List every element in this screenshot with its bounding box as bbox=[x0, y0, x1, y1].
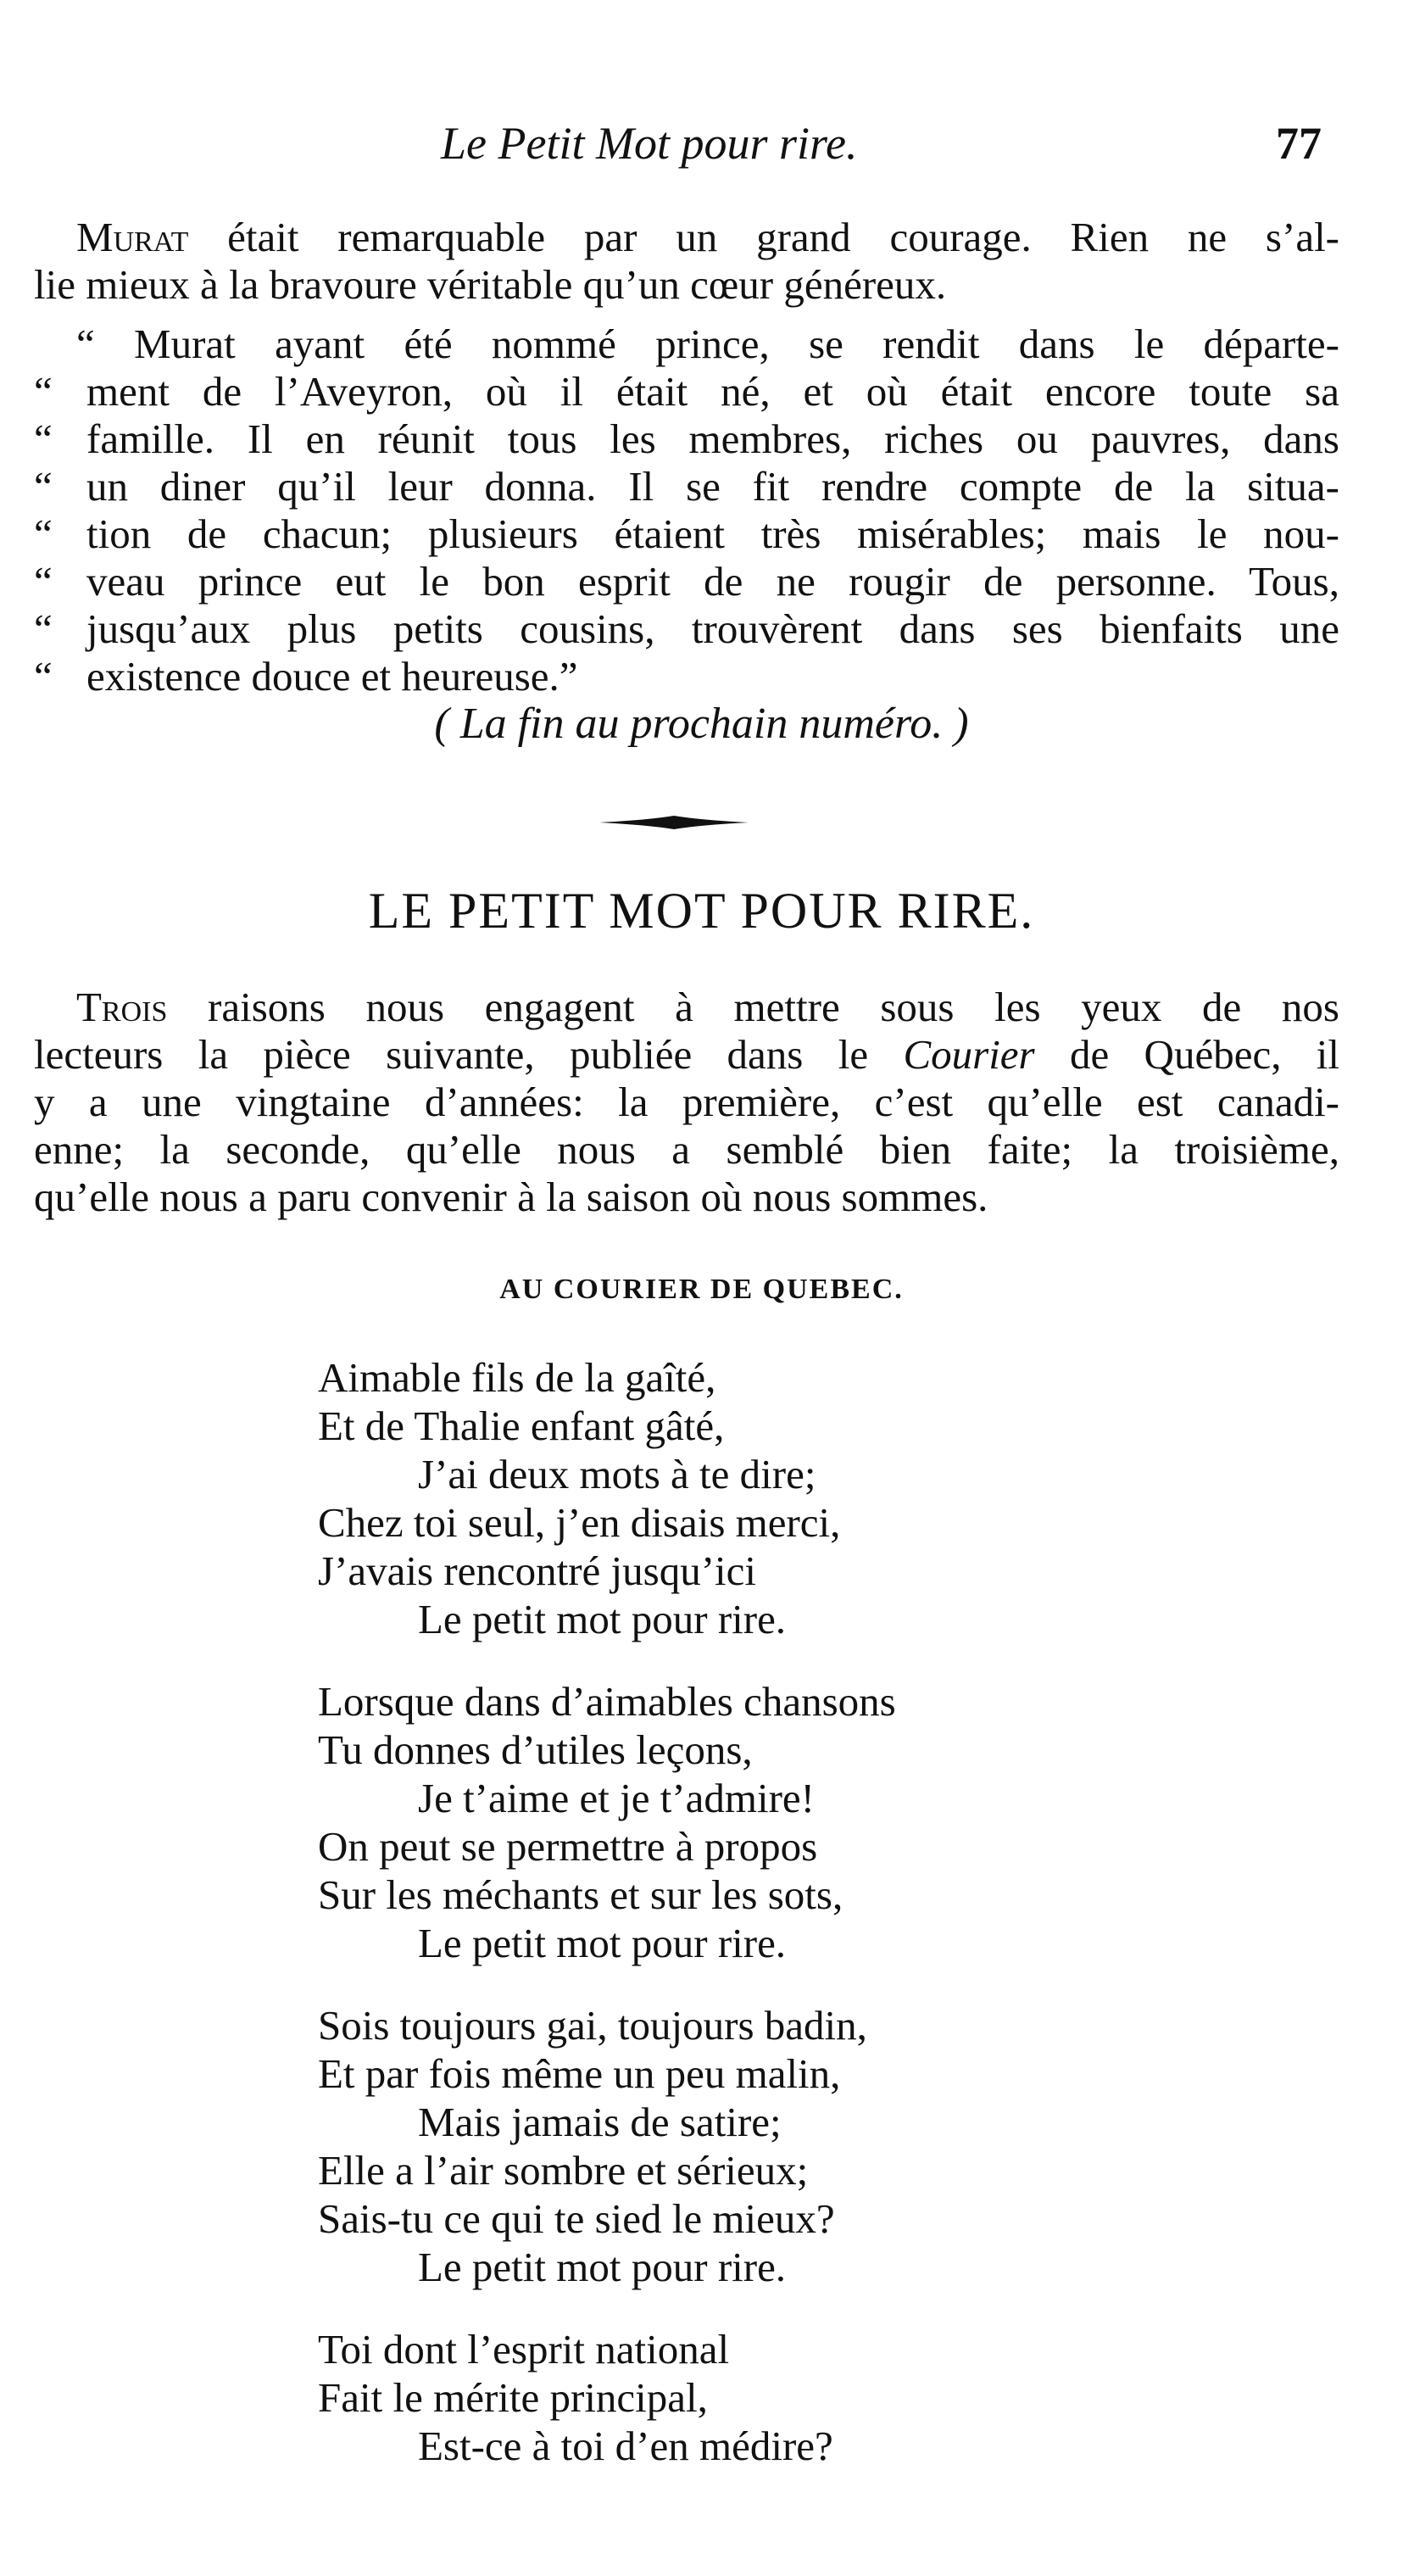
text-line: Trois raisons nous engagent à mettre sous les yeux de nos bbox=[76, 984, 1339, 1030]
section-title: LE PETIT MOT POUR RIRE. bbox=[368, 883, 1035, 939]
stanza bbox=[318, 1677, 1250, 1967]
verse-line: Sur les méchants et sur les sots, bbox=[318, 1871, 843, 1918]
text-line: “ Murat ayant été nommé prince, se rendit dans le départe- bbox=[76, 321, 1339, 367]
stanza bbox=[318, 2001, 1250, 2291]
text-line: “ tion de chacun; plusieurs étaient très misérables; mais le nou- bbox=[34, 510, 1339, 557]
verse-line: J’ai deux mots à te dire; bbox=[418, 1451, 816, 1497]
running-title: Le Petit Mot pour rire. bbox=[441, 118, 858, 169]
poem bbox=[318, 1353, 1250, 2504]
page-number: 77 bbox=[1276, 118, 1322, 169]
text-line: y a une vingtaine d’années: la première, c’est qu’elle est canadi- bbox=[34, 1079, 1339, 1125]
text-line: lecteurs la pièce suivante, publiée dans le Courier de Québec, il bbox=[34, 1031, 1339, 1078]
lead-word: Trois bbox=[76, 984, 168, 1030]
verse-line: Fait le mérite principal, bbox=[318, 2374, 708, 2421]
text-line: “ jusqu’aux plus petits cousins, trouvèrent dans ses bienfaits une bbox=[34, 605, 1339, 652]
quote-mark: “ bbox=[34, 653, 53, 700]
verse-line: Et de Thalie enfant gâté, bbox=[318, 1402, 725, 1449]
lead-word: Murat bbox=[76, 214, 189, 260]
verse-line: Elle a l’air sombre et sérieux; bbox=[318, 2147, 809, 2194]
quote-mark: “ bbox=[34, 415, 53, 462]
verse-line: Lorsque dans d’aimables chansons bbox=[318, 1678, 896, 1725]
text-line: “ existence douce et heureuse.” bbox=[34, 653, 578, 700]
quote-mark: “ bbox=[34, 510, 53, 557]
running-head bbox=[0, 117, 1403, 176]
verse-line: Aimable fils de la gaîté, bbox=[318, 1354, 716, 1401]
paragraph-murat-intro bbox=[34, 214, 1339, 309]
quote-mark: “ bbox=[34, 368, 53, 415]
verse-line: Et par fois même un peu malin, bbox=[318, 2050, 841, 2097]
verse-line: J’avais rencontré jusqu’ici bbox=[318, 1547, 757, 1594]
verse-line: Tu donnes d’utiles leçons, bbox=[318, 1726, 753, 1773]
quote-mark: “ bbox=[34, 605, 53, 652]
verse-line: Je t’aime et je t’admire! bbox=[418, 1775, 815, 1821]
text-line: qu’elle nous a paru convenir à la saison où nous sommes. bbox=[34, 1174, 988, 1220]
verse-line: Chez toi seul, j’en disais merci, bbox=[318, 1499, 841, 1546]
verse-line: Sois toujours gai, toujours badin, bbox=[318, 2002, 867, 2049]
text-line: “ ment de l’Aveyron, où il était né, et où était encore toute sa bbox=[34, 368, 1339, 415]
verse-line: Le petit mot pour rire. bbox=[418, 2244, 787, 2290]
ornament-divider-icon bbox=[598, 812, 750, 833]
text-line: “ veau prince eut le bon esprit de ne rougir de personne. Tous, bbox=[34, 558, 1339, 605]
verse-line: Est-ce à toi d’en médire? bbox=[418, 2423, 833, 2469]
text-line: “ un diner qu’il leur donna. Il se fit rendre compte de la situa- bbox=[34, 463, 1339, 510]
quote-mark: “ bbox=[34, 558, 53, 605]
paragraph-intro bbox=[34, 984, 1339, 1221]
text-line: “ famille. Il en réunit tous les membres, riches ou pauvres, dans bbox=[34, 415, 1339, 462]
verse-line: Toi dont l’esprit national bbox=[318, 2326, 730, 2372]
newspaper-name: Courier bbox=[903, 1031, 1035, 1078]
text-line: Murat était remarquable par un grand courage. Rien ne s’al- bbox=[76, 214, 1339, 260]
text-line: enne; la seconde, qu’elle nous a semblé bien faite; la troisième, bbox=[34, 1126, 1339, 1173]
verse-line: Le petit mot pour rire. bbox=[418, 1596, 787, 1642]
continued-note: ( La fin au prochain numéro. ) bbox=[434, 700, 969, 748]
verse-line: Le petit mot pour rire. bbox=[418, 1920, 787, 1966]
poem-title: AU COURIER DE QUEBEC. bbox=[499, 1274, 904, 1305]
text-line: lie mieux à la bravoure véritable qu’un cœur généreux. bbox=[34, 261, 947, 308]
verse-line: Sais-tu ce qui te sied le mieux? bbox=[318, 2195, 835, 2242]
verse-line: Mais jamais de satire; bbox=[418, 2099, 782, 2145]
verse-line: On peut se permettre à propos bbox=[318, 1823, 818, 1870]
paragraph-murat-quote bbox=[34, 321, 1339, 700]
stanza bbox=[318, 1353, 1250, 1643]
quote-mark: “ bbox=[34, 463, 53, 510]
stanza bbox=[318, 2325, 1250, 2470]
